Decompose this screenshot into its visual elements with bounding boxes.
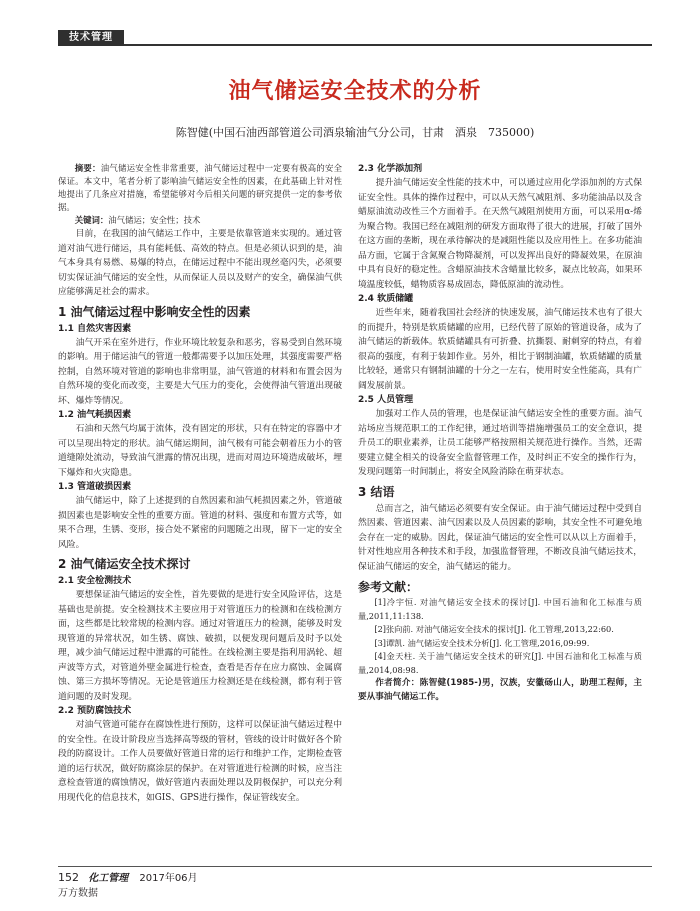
section-tag: 技术管理 [58, 30, 124, 46]
section-2-5-text: 加强对工作人员的管理，也是保证油气储运安全性的重要方面。油气站场应当规范职工的工作纪律，通过培训等措施增强员工的安全意识，提升员工的职业素养，让员工能够严格按照相关规范进行操作。当然，还需要建立健全相关的设备安全监督管理工作，及时纠正不安全的操作行为，发现问题第一时间制止，将安全风险消除在萌芽状态。 [358, 409, 642, 477]
intro-paragraph: 目前，在我国的油气储运工作中，主要是依靠管道来实现的。通过管道对油气进行储运，具有能耗低、高效的特点。但是必须认识到的是，油气本身具有易燃、易爆的特点，在储运过程中不能出现丝毫闪失，必须要切实保证油气储运的安全性，从而保证人员以及财产的安全，确保油气供应能够满足社会的需求。 [58, 229, 342, 297]
abstract-text: 油气储运安全性非常重要，油气储运过程中一定要有极高的安全保证。本文中，笔者分析了影响油气储运安全性的因素，在此基础上针对性地提出了几条应对措施，希望能够对今后相关问题的研究提供一定的参考依据。 [58, 163, 343, 212]
author-bio: 作者简介：陈智健(1985-)男，汉族，安徽砀山人，助理工程师，主要从事油气储运工作。 [358, 678, 642, 702]
right-column [358, 162, 642, 704]
left-column [58, 162, 342, 805]
section-1-1-heading: 1.1 自然灾害因素 [58, 323, 132, 334]
section-2-3-text: 提升油气储运安全性能的技术中，可以通过应用化学添加剂的方式保证安全性。具体的操作过程中，可以从天然气减阻剂、多功能油品以及含蜡原油流动改性三个方面着手。在天然气减阻剂使用方面，可以采用α-烯为聚合物。我国已经在减阻剂的研发方面取得了很大的进展，打破了国外在这方面的垄断，现在承待解决的是减阻性能以及应用性上。在多功能油品方面，它属于含氮聚合物降凝剂，可以发挥出良好的降凝效果，在原油中具有良好的稳定性。含蜡原油技术含蜡量比较多，凝点比较高，如果环境温度较低，蜡物质容易成固态，降低原油的流动性。 [358, 178, 642, 290]
section-1-3-text: 油气储运中，除了上述提到的自然因素和油气耗损因素之外，管道破损因素也是影响安全性的重要方面。管道的材料、强度和布置方式等，如果不合理，生锈、变形，接合处不紧密的问题随之出现，留下一定的安全风险。 [58, 496, 342, 550]
section-1-2-text: 石油和天然气均属于流体，没有固定的形状，只有在特定的容器中才可以呈现出特定的形状。油气储运期间，油气极有可能会朝着压力小的管道缝隙处流动，导致油气泄露的情况出现，进而对周边环境造成破坏，埋下爆炸和火灾隐患。 [58, 424, 342, 478]
section-1-2-heading: 1.2 油气耗损因素 [58, 410, 132, 420]
section-2-5-heading: 2.5 人员管理 [358, 395, 414, 405]
section-2-4-text: 近些年来，随着我国社会经济的快速发展，油气储运技术也有了很大的而提升，特别是软质储罐的应用，已经代替了原始的管道设备，成为了油气储运的新载体。软质储罐具有可折叠、抗撕裂、耐刺穿的特点，有着很高的强度，有利于装卸作业。另外，相比于钢制油罐，软质储罐的质量比较轻，通常只有钢制油罐的十分之一左右，使用时安全性能高，具有广阔发展前景。 [358, 308, 642, 391]
reference-item: [2]张向前. 对油气储运安全技术的探讨[J]. 化工管理,2013,22:60. [374, 624, 614, 634]
page-footer [58, 869, 198, 884]
magazine-name: 化工管理 [88, 873, 129, 884]
page-number: 152 [58, 871, 79, 884]
section-1-1-text: 油气开采在室外进行，作业环境比较复杂和恶劣，容易受到自然环境的影响。用于储运油气的管道一般都需要予以加压处理，其强度需要严格控制，自然环境对管道的影响也非常明显，油气管道的材料和布置会因为自然环境的变化而改变，主要是大气压力的变化，会使得油气管道出现破坏、爆炸等情况。 [58, 337, 342, 406]
abstract-block [58, 162, 342, 227]
reference-item: [1]冷宇恒. 对油气储运安全技术的探讨[J]. 中国石油和化工标准与质量,2011,11:138. [358, 597, 642, 621]
section-2-2-text: 对油气管道可能存在腐蚀性进行预防，这样可以保证油气储运过程中的安全性。在设计阶段应当选择高等级的管材，管线的设计时做好各个阶段的防腐设计。工作人员要做好管道日常的运行和维护工作，定期检查管道的运行状况，做好防腐涂层的保护。在对管道进行检测的时候，应当注意检查管道的腐蚀情况，做好管道内表面处理以及阴极保护，可以充分利用现代化的信息技术，如GIS、GPS进行操作，保证管线安全。 [58, 720, 342, 803]
section-2-3-heading: 2.3 化学添加剂 [358, 164, 423, 174]
reference-item: [4]金天柱. 关于油气储运安全技术的研究[J]. 中国石油和化工标准与质量,2014,08:98. [358, 651, 642, 675]
reference-item: [3]谭凯. 油气储运安全技术分析[J]. 化工管理,2016,09:99. [374, 637, 590, 648]
keywords-label: 关键词： [74, 215, 109, 225]
keywords-text: 油气储运；安全性；技术 [108, 215, 201, 225]
references-heading: 参考文献： [358, 580, 419, 594]
section-2-2-heading: 2.2 预防腐蚀技术 [58, 706, 132, 716]
conclusion-text: 总而言之，油气储运必须要有安全保证。由于油气储运过程中受到自然因素、管道因素、油气因素以及人员因素的影响，其安全性不可避免地会存在一定的威胁。因此，保证油气储运的安全性可以从以上方面着手，针对性地应用各种技术和手段，加强监督管理，不断改良油气储运技术，保证油气储运的安全，油气储运的能力。 [358, 503, 642, 572]
section-2-4-heading: 2.4 软质储罐 [358, 294, 414, 304]
section-3-heading: 3 结语 [358, 484, 395, 499]
article-title: 油气储运安全技术的分析 [228, 79, 482, 104]
footer-rule [58, 866, 652, 867]
author-line: 陈智健(中国石油西部管道公司酒泉输油气分公司，甘肃 酒泉 735000) [175, 126, 535, 139]
section-2-heading: 2 油气储运安全技术探讨 [58, 557, 191, 571]
header-rule [58, 44, 652, 46]
source-label: 万方数据 [58, 888, 98, 899]
section-2-1-text: 要想保证油气储运的安全性，首先要做的是进行安全风险评估，这是基础也是前提。安全检测技术主要应用于对管道压力的检测和在线检测方面，这些都是比较常规的检测内容。通过对管道压力的检测，能够及时发现管道的异常状况，如生锈、腐蚀、破损，以便发现问题后及时予以处理，减少油气储运过程中泄露的可能性。在线检测主要是指利用涡轮、超声波等方式，对管道外壁金属进行检查，查看是否存在应力腐蚀、金属腐蚀、第三方损坏等情况。无论是管道压力检测还是在线检测，都有利于管道问题的及时发现。 [58, 590, 342, 702]
issue-date: 2017年06月 [139, 873, 198, 884]
abstract-label: 摘要： [74, 163, 101, 173]
section-1-3-heading: 1.3 管道破损因素 [58, 482, 132, 492]
section-2-1-heading: 2.1 安全检测技术 [58, 576, 132, 586]
section-1-heading: 1 油气储运过程中影响安全性的因素 [58, 304, 251, 319]
